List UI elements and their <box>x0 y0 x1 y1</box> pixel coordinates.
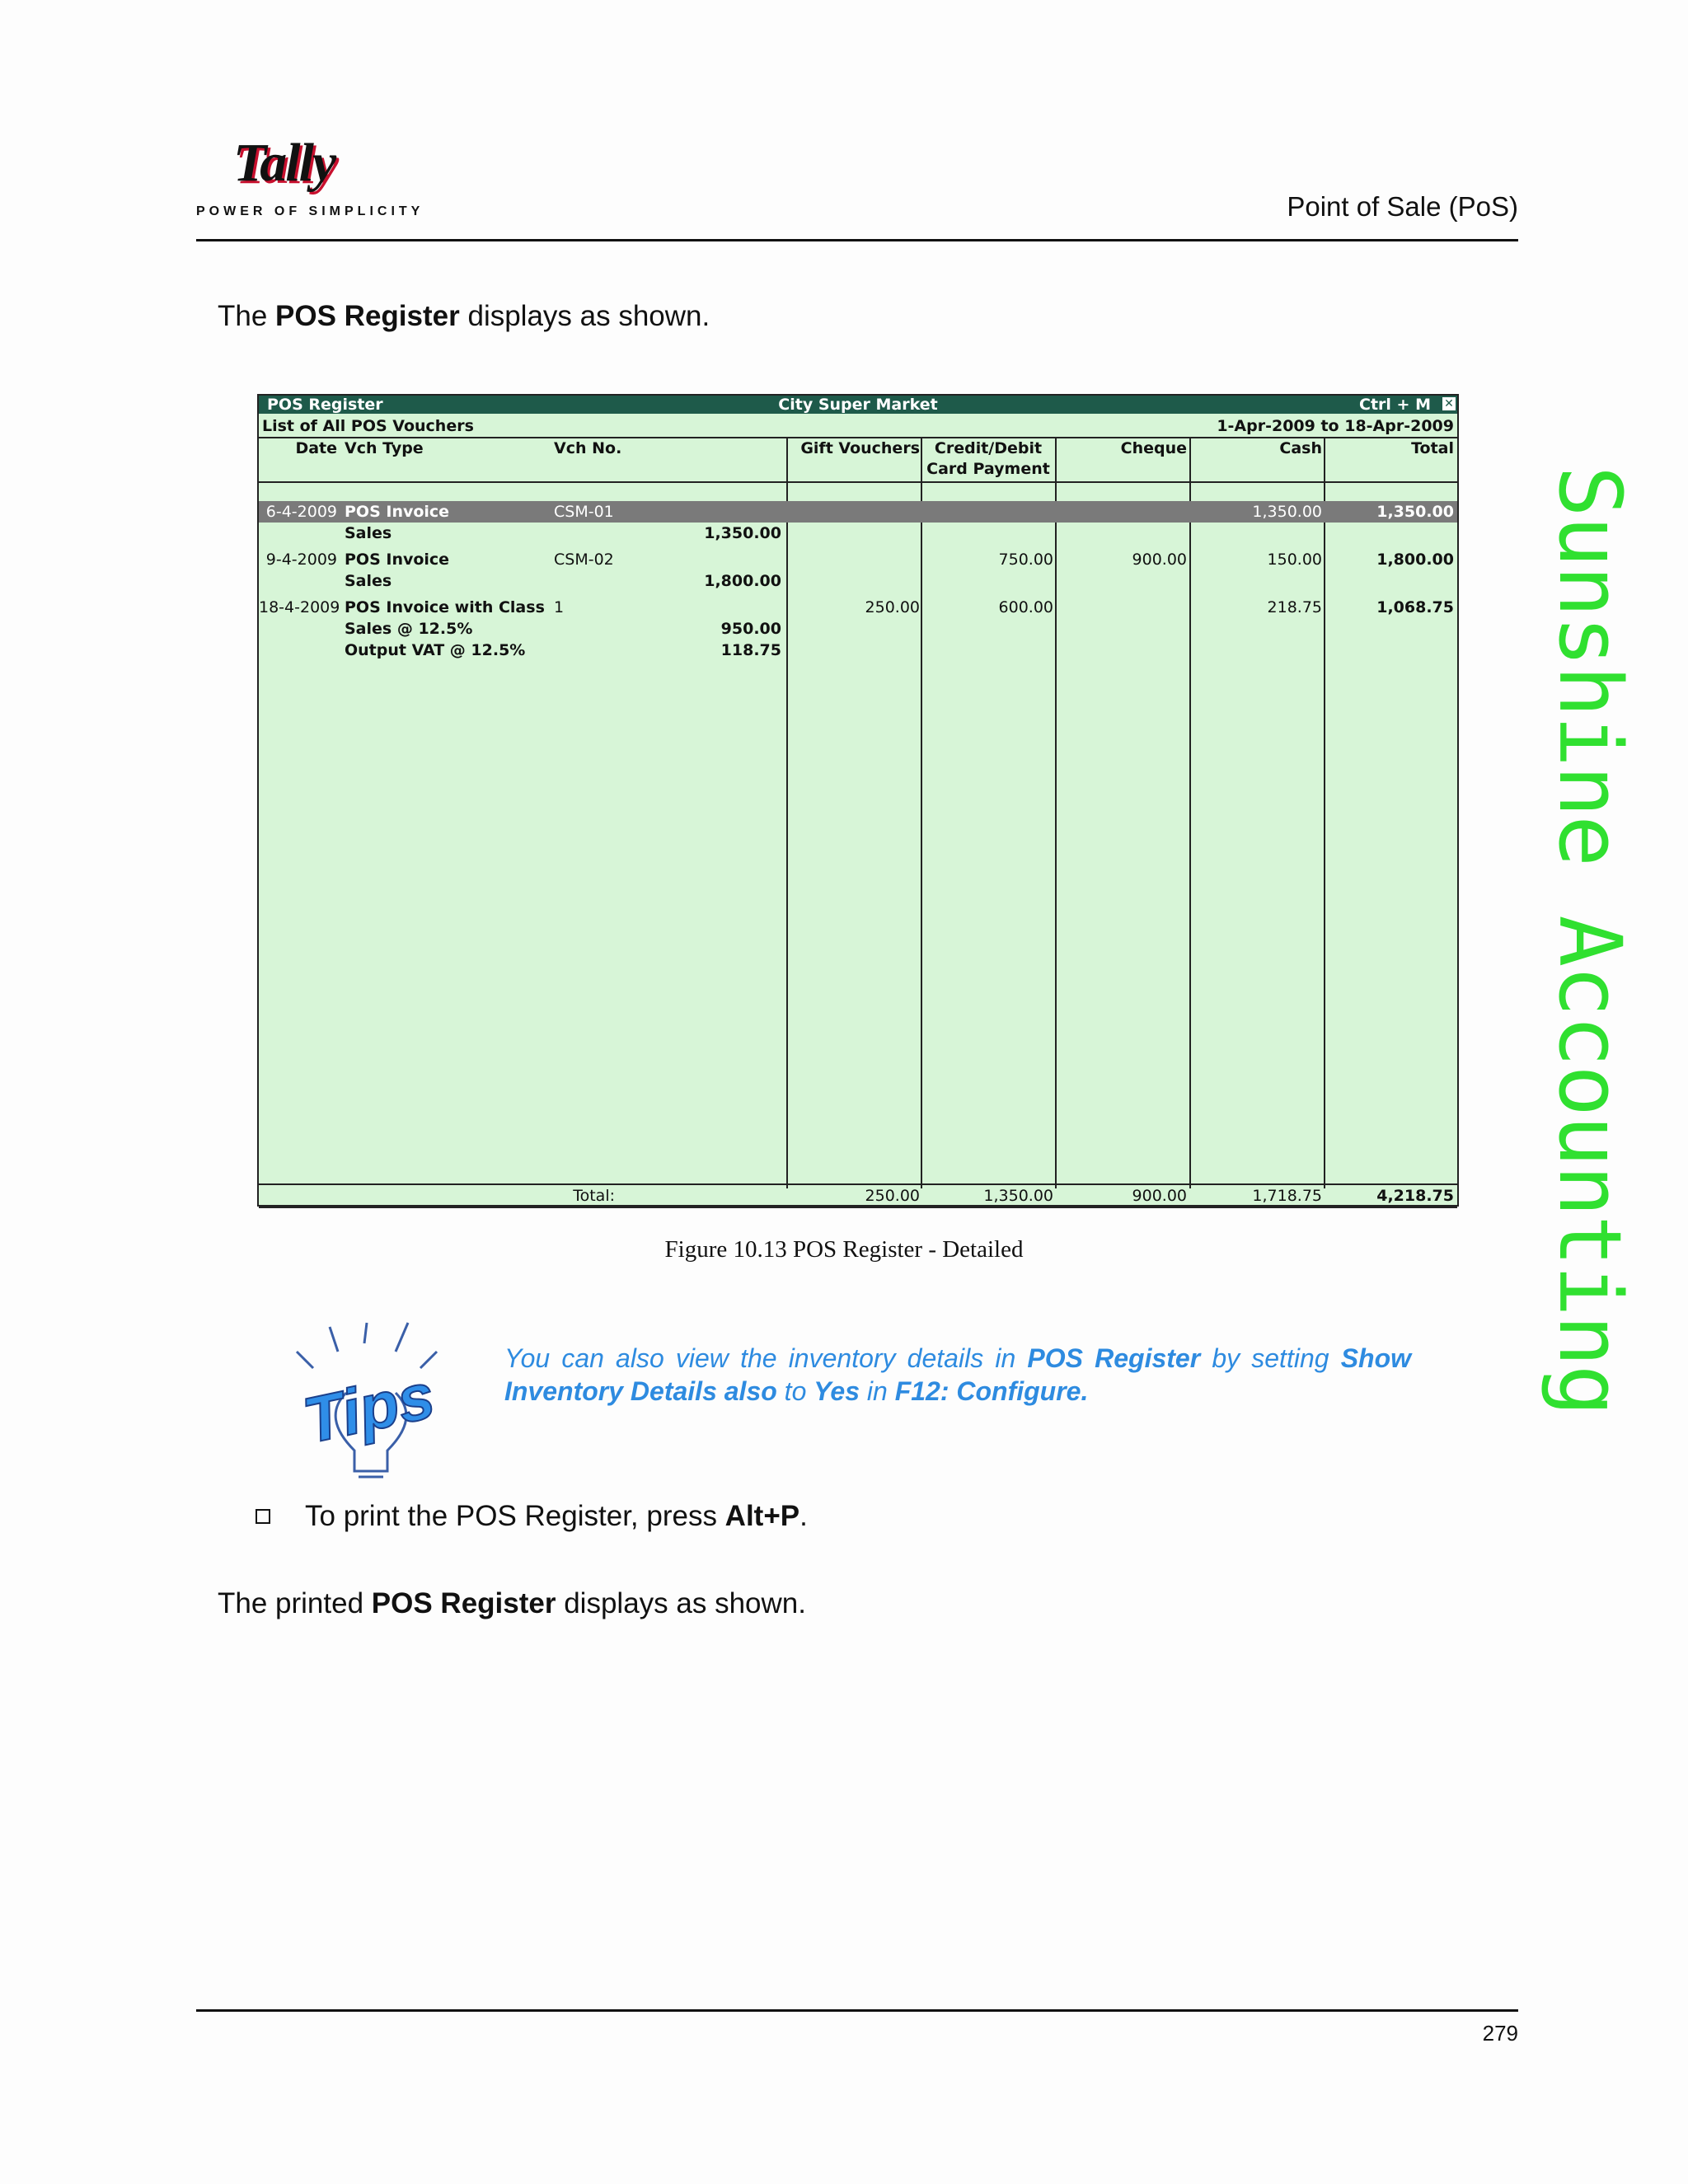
row-vch-type: POS Invoice with Class <box>345 598 545 616</box>
screen-title: POS Register <box>267 396 383 414</box>
bullet-item <box>256 1500 808 1533</box>
ledger-name: Output VAT @ 12.5% <box>345 641 526 659</box>
close-icon[interactable]: ✕ <box>1442 397 1456 410</box>
col-date: Date <box>295 439 337 457</box>
pos-register-screen <box>257 394 1459 1207</box>
col-cheque: Cheque <box>1120 439 1187 457</box>
col-gift-vouchers: Gift Vouchers <box>800 439 920 457</box>
row-total: 1,068.75 <box>1376 598 1454 616</box>
section-title: Point of Sale (PoS) <box>1287 191 1518 222</box>
row-card: 750.00 <box>998 551 1053 569</box>
period-label[interactable]: 1-Apr-2009 to 18-Apr-2009 <box>1217 417 1454 435</box>
total-cash: 1,718.75 <box>1252 1187 1322 1205</box>
list-title: List of All POS Vouchers <box>262 417 474 435</box>
list-header <box>259 415 1457 438</box>
page-number: 279 <box>1482 2021 1518 2046</box>
row-card: 600.00 <box>998 598 1053 616</box>
column-headers <box>259 438 1457 483</box>
row-cheque: 900.00 <box>1132 551 1187 569</box>
row-vch-no: CSM-02 <box>554 551 614 569</box>
ledger-name: Sales <box>345 572 392 590</box>
company-name: City Super Market <box>778 396 938 414</box>
col-cash: Cash <box>1279 439 1322 457</box>
logo-wordmark: Tally <box>233 133 335 193</box>
table-row[interactable] <box>259 549 1457 570</box>
tally-logo <box>196 132 424 223</box>
table-row[interactable] <box>259 597 1457 618</box>
screen-title-bar <box>259 396 1457 414</box>
row-vch-no: 1 <box>554 598 565 616</box>
printed-paragraph: The printed POS Register displays as shown. <box>218 1587 806 1619</box>
row-total: 1,350.00 <box>1376 503 1454 521</box>
watermark <box>1540 466 1648 1702</box>
ledger-amount: 1,800.00 <box>704 572 781 590</box>
col-vch-type: Vch Type <box>345 439 424 457</box>
bullet-square-icon <box>256 1509 270 1524</box>
ledger-detail-row <box>259 618 1457 640</box>
ledger-detail-row <box>259 523 1457 544</box>
row-date: 6-4-2009 <box>265 503 337 521</box>
shortcut-label: Ctrl + M <box>1359 396 1431 414</box>
total-cheque: 900.00 <box>1132 1187 1187 1205</box>
ledger-amount: 118.75 <box>720 641 781 659</box>
col-card-line2: Card Payment <box>926 460 1050 478</box>
row-total: 1,800.00 <box>1376 551 1454 569</box>
row-vch-type: POS Invoice <box>345 503 450 521</box>
table-row[interactable] <box>259 501 1457 523</box>
row-cash: 218.75 <box>1267 598 1322 616</box>
tips-label: Tips <box>297 1358 441 1457</box>
totals-label: Total: <box>573 1187 615 1205</box>
tips-text: You can also view the inventory details in POS Register by setting Show Inventory Details also to Yes in F12: Configure. <box>504 1343 1412 1406</box>
row-gift: 250.00 <box>865 598 920 616</box>
col-vch-no: Vch No. <box>554 439 622 457</box>
intro-paragraph: The POS Register displays as shown. <box>218 300 710 332</box>
col-total: Total <box>1411 439 1454 457</box>
ledger-detail-row <box>259 640 1457 661</box>
ledger-amount: 1,350.00 <box>704 524 781 542</box>
totals-row <box>259 1183 1457 1208</box>
total-card: 1,350.00 <box>983 1187 1053 1205</box>
tips-lightbulb-icon <box>288 1319 453 1483</box>
row-cash: 1,350.00 <box>1252 503 1322 521</box>
row-vch-type: POS Invoice <box>345 551 450 569</box>
ledger-name: Sales @ 12.5% <box>345 620 473 638</box>
row-date: 18-4-2009 <box>259 598 340 616</box>
header-divider <box>196 239 1518 241</box>
row-date: 9-4-2009 <box>265 551 337 569</box>
footer-divider <box>196 2009 1518 2012</box>
row-cash: 150.00 <box>1267 551 1322 569</box>
row-vch-no: CSM-01 <box>554 503 614 521</box>
logo-tagline: POWER OF SIMPLICITY <box>196 204 424 218</box>
ledger-amount: 950.00 <box>720 620 781 638</box>
bullet-text: To print the POS Register, press Alt+P. <box>305 1500 808 1532</box>
figure-caption: Figure 10.13 POS Register - Detailed <box>664 1236 1024 1263</box>
grand-total: 4,218.75 <box>1376 1187 1454 1205</box>
total-gift: 250.00 <box>865 1187 920 1205</box>
col-card-line1: Credit/Debit <box>934 439 1043 457</box>
ledger-name: Sales <box>345 524 392 542</box>
watermark-text: Sunshine Accounting <box>1540 466 1640 1415</box>
ledger-detail-row <box>259 570 1457 592</box>
